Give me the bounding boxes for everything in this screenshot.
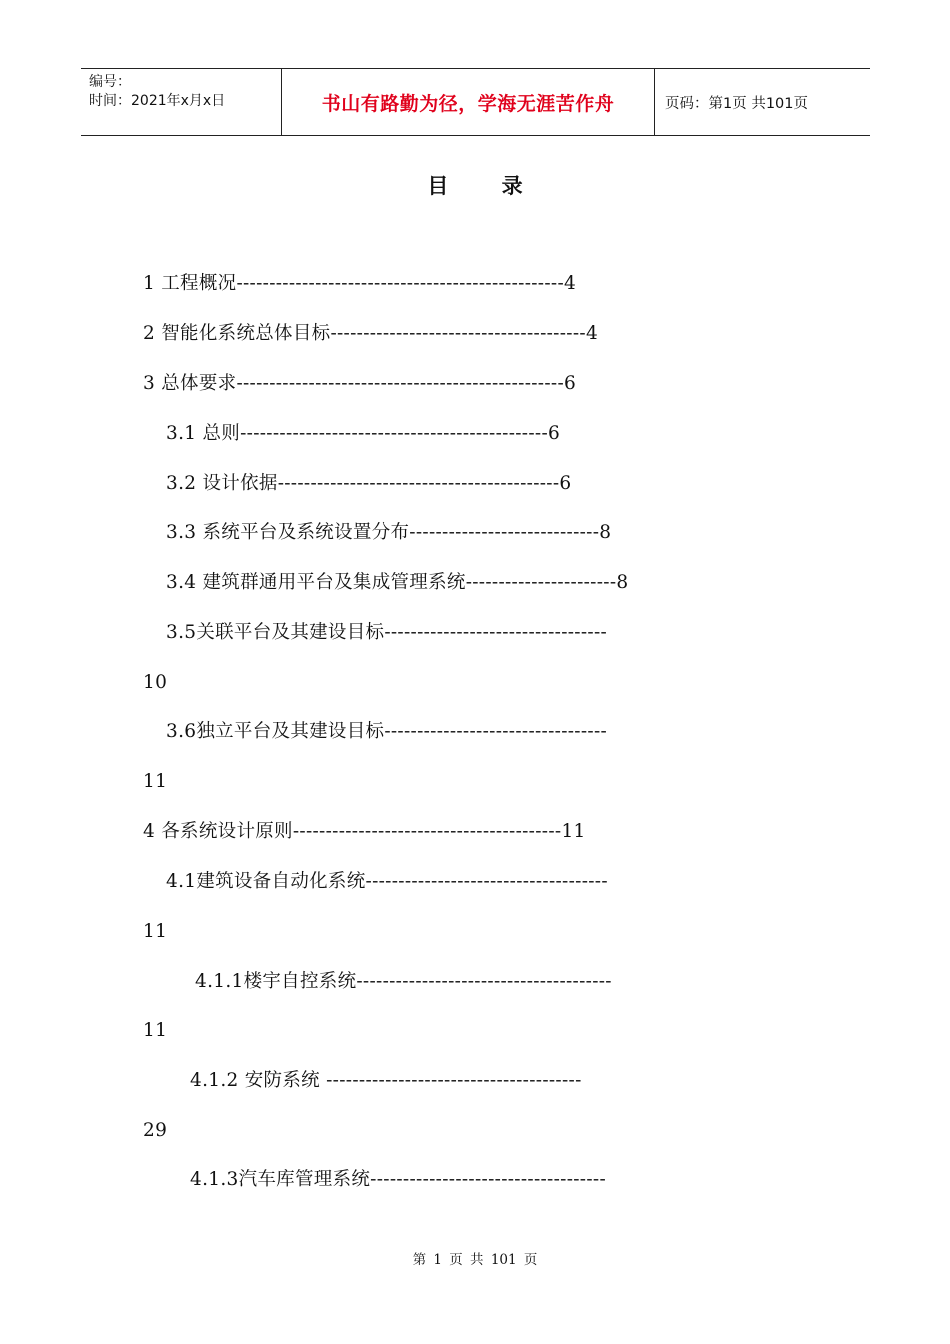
toc-page-number: 11 bbox=[143, 771, 168, 792]
toc-page-number: 29 bbox=[143, 1120, 168, 1141]
toc-entry[interactable]: 4.1.2 安防系统 --------------------------------------- bbox=[190, 1070, 582, 1091]
toc-entry[interactable]: 3 总体要求--------------------------------------------------6 bbox=[143, 373, 577, 394]
toc-entry[interactable]: 3.4 建筑群通用平台及集成管理系统-----------------------8 bbox=[166, 572, 629, 593]
header-motto: 书山有路勤为径，学海无涯苦作舟 bbox=[282, 69, 655, 135]
page-header bbox=[81, 68, 870, 136]
header-page-info: 页码：第1页 共101页 bbox=[665, 95, 809, 112]
toc-entry[interactable]: 4.1建筑设备自动化系统------------------------------------- bbox=[166, 871, 608, 892]
toc-entry[interactable]: 3.6独立平台及其建设目标---------------------------------- bbox=[166, 721, 608, 742]
page-footer: 第 1 页 共 101 页 bbox=[412, 1252, 538, 1268]
header-meta bbox=[81, 69, 282, 135]
toc-entry[interactable]: 1 工程概况--------------------------------------------------4 bbox=[143, 273, 577, 294]
toc-page-number: 11 bbox=[143, 1020, 168, 1041]
page-title: 目 录 bbox=[427, 174, 523, 198]
toc-entry[interactable]: 4.1.3汽车库管理系统------------------------------------ bbox=[190, 1169, 607, 1190]
document-number: 编号： bbox=[89, 74, 131, 90]
toc-entry[interactable]: 4 各系统设计原则-----------------------------------------11 bbox=[143, 821, 586, 842]
toc-page-number: 11 bbox=[143, 921, 168, 942]
document-date: 时间：2021年x月x日 bbox=[89, 93, 226, 109]
toc-entry[interactable]: 3.2 设计依据-------------------------------------------6 bbox=[166, 473, 572, 494]
toc-entry[interactable]: 3.3 系统平台及系统设置分布-----------------------------8 bbox=[166, 522, 612, 543]
toc-entry[interactable]: 3.5关联平台及其建设目标---------------------------------- bbox=[166, 622, 608, 643]
toc-entry[interactable]: 4.1.1楼宇自控系统--------------------------------------- bbox=[195, 971, 612, 992]
toc-entry[interactable]: 2 智能化系统总体目标---------------------------------------4 bbox=[143, 323, 599, 344]
toc-page-number: 10 bbox=[143, 672, 168, 693]
toc-entry[interactable]: 3.1 总则-----------------------------------------------6 bbox=[166, 423, 561, 444]
